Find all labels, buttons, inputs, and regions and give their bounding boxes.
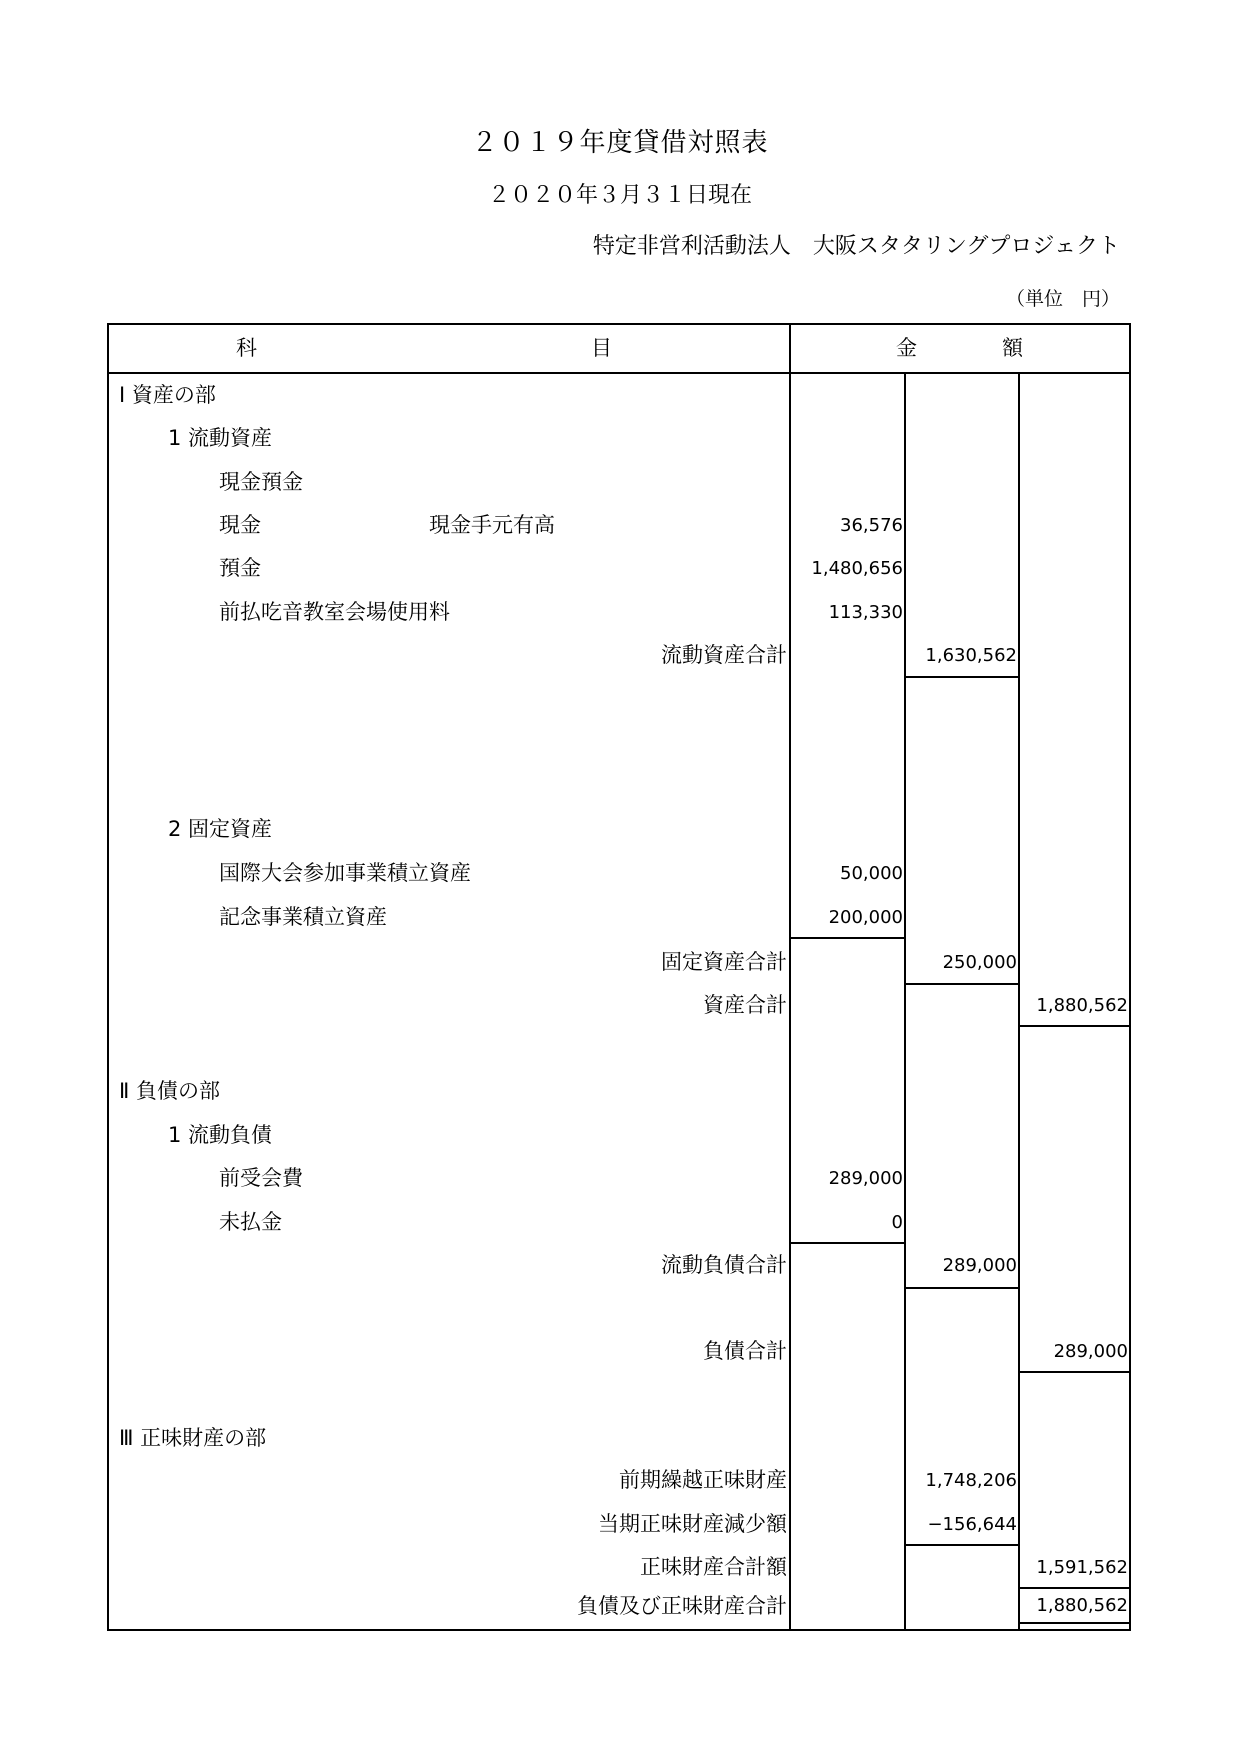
- current-liabilities-total-label: 流動負債合計: [661, 1253, 787, 1277]
- document-title: ２０１９年度貸借対照表: [471, 128, 769, 158]
- assets-section-title: Ⅰ 資産の部: [119, 383, 216, 407]
- amount-column-divider-1: [904, 372, 906, 1631]
- current-liabilities-label: 1 流動負債: [168, 1123, 273, 1147]
- prepaid-label: 前払吃音教室会場使用料: [219, 600, 450, 624]
- header-amount-2: 額: [1002, 336, 1023, 360]
- total-liabilities-value: 289,000: [1053, 1341, 1128, 1362]
- header-account-2: 目: [591, 336, 612, 360]
- table-border-bottom: [107, 1629, 1131, 1631]
- rule-fixed-items: [789, 937, 906, 939]
- rule-total-assets: [1018, 1025, 1131, 1027]
- fixed-assets-total-value: 250,000: [942, 952, 1017, 973]
- rule-current-liabilities: [904, 1287, 1020, 1289]
- header-account-1: 科: [236, 336, 257, 360]
- current-assets-total-value: 1,630,562: [925, 645, 1017, 666]
- intl-reserve-value: 50,000: [840, 863, 903, 884]
- rule-net-asset-items: [904, 1544, 1020, 1546]
- intl-reserve-label: 国際大会参加事業積立資産: [219, 861, 471, 885]
- rule-total-liabilities: [1018, 1371, 1131, 1373]
- deposits-label: 預金: [219, 556, 261, 580]
- current-assets-label: 1 流動資産: [168, 426, 273, 450]
- cash-value: 36,576: [840, 515, 903, 536]
- header-amount-1: 金: [896, 336, 917, 360]
- memorial-reserve-value: 200,000: [828, 907, 903, 928]
- rule-fixed-assets: [904, 983, 1020, 985]
- liabilities-section-title: Ⅱ 負債の部: [119, 1079, 221, 1103]
- rule-current-assets: [904, 676, 1020, 678]
- table-border-right: [1129, 323, 1131, 1631]
- table-border-top: [107, 323, 1131, 325]
- table-border-left: [107, 323, 109, 1631]
- net-assets-total-value: 1,591,562: [1036, 1557, 1128, 1578]
- cash-label: 現金: [219, 513, 261, 537]
- current-liabilities-total-value: 289,000: [942, 1255, 1017, 1276]
- total-assets-label: 資産合計: [703, 993, 787, 1017]
- organization-name: 特定非営利活動法人 大阪スタタリングプロジェクト: [592, 234, 1120, 259]
- balance-sheet-table: [107, 323, 1131, 1631]
- unpaid-label: 未払金: [219, 1210, 282, 1234]
- cash-note: 現金手元有高: [429, 513, 555, 537]
- unpaid-value: 0: [891, 1212, 903, 1233]
- prior-net-assets-value: 1,748,206: [925, 1470, 1017, 1491]
- currency-unit: （単位 円）: [1005, 288, 1120, 310]
- net-assets-section-title: Ⅲ 正味財産の部: [119, 1426, 267, 1450]
- as-of-date: ２０２０年３月３１日現在: [487, 183, 752, 208]
- rule-liability-items: [789, 1242, 906, 1244]
- advance-fees-value: 289,000: [828, 1168, 903, 1189]
- header-separator: [107, 372, 1131, 374]
- prepaid-value: 113,330: [828, 602, 903, 623]
- net-assets-total-label: 正味財産合計額: [640, 1555, 787, 1579]
- total-assets-value: 1,880,562: [1036, 995, 1128, 1016]
- grand-total-value: 1,880,562: [1036, 1595, 1128, 1616]
- fixed-assets-total-label: 固定資産合計: [661, 950, 787, 974]
- deposits-value: 1,480,656: [811, 558, 903, 579]
- total-liabilities-label: 負債合計: [703, 1339, 787, 1363]
- memorial-reserve-label: 記念事業積立資産: [219, 905, 387, 929]
- account-column-divider: [789, 323, 791, 1631]
- net-assets-decrease-value: −156,644: [927, 1514, 1017, 1535]
- amount-column-divider-2: [1018, 372, 1020, 1631]
- grand-total-label: 負債及び正味財産合計: [577, 1594, 787, 1618]
- net-assets-decrease-label: 当期正味財産減少額: [598, 1512, 787, 1536]
- cash-deposits-label: 現金預金: [219, 470, 303, 494]
- double-rule-grand-total-1: [1018, 1622, 1131, 1624]
- current-assets-total-label: 流動資産合計: [661, 643, 787, 667]
- prior-net-assets-label: 前期繰越正味財産: [619, 1468, 787, 1492]
- advance-fees-label: 前受会費: [219, 1166, 303, 1190]
- fixed-assets-label: 2 固定資産: [168, 817, 273, 841]
- rule-net-assets: [1018, 1587, 1131, 1589]
